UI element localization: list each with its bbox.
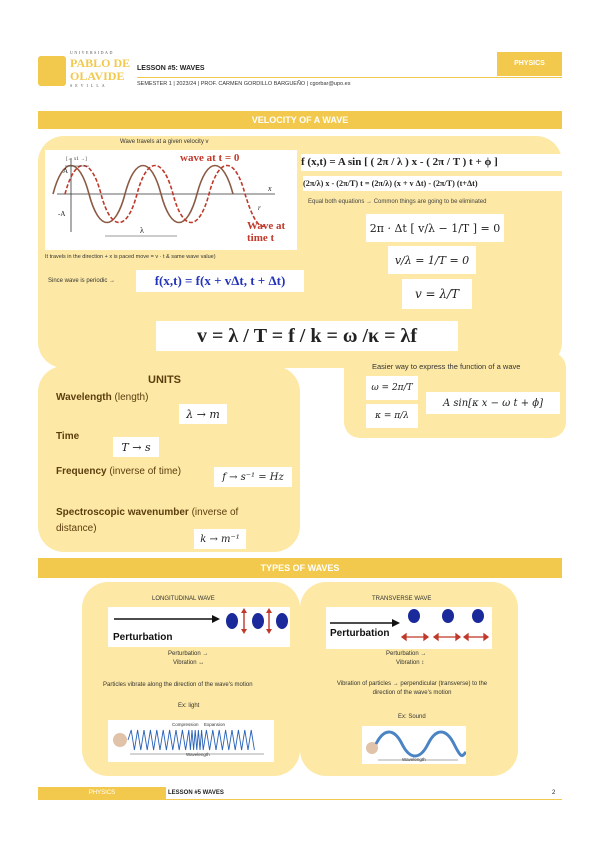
omega-formula	[366, 376, 418, 400]
header-meta: SEMESTER 1 | 2023/24 | PROF. CARMEN GORDILLO BARGUEÑO | cgorbar@upo.es	[137, 81, 351, 87]
unit-frequency	[56, 466, 181, 477]
easier-title: Easier way to express the function of a wave	[372, 362, 521, 371]
axis-r-label: r	[258, 204, 261, 212]
graph-caption: Wave travels at a given velocity v	[120, 139, 209, 145]
compression-label: Compression	[172, 722, 199, 727]
equation-expanded: (2π/λ) x - (2π/T) t = (2π/λ) (x + v Δt) - (2π/T) (t+Δt)	[303, 176, 563, 191]
unit-wavenumber-formula	[194, 529, 246, 549]
wave-function-formula-text: A sin[κ x − ω t + ϕ]	[443, 397, 543, 409]
unit-wavenumber-formula-text: k → m⁻¹	[200, 533, 240, 545]
wave-t-curve	[65, 166, 265, 227]
rope-wave	[376, 732, 466, 756]
footer-lesson: LESSON #5 WAVES	[168, 790, 224, 796]
equation-box-3-text: v = λ/T	[414, 287, 460, 301]
transverse-legend-2: Vibration ↕	[396, 660, 425, 666]
unit-frequency-desc: (inverse of time)	[106, 466, 182, 477]
transverse-legend-1: Perturbation →	[386, 651, 427, 657]
longitudinal-particle-1	[226, 613, 238, 629]
unit-wavelength-name: Wavelength	[56, 392, 112, 403]
units-title: UNITS	[148, 374, 181, 386]
equation-main: f (x,t) = A sin [ ( 2π / λ ) x - ( 2π / T ) t + ϕ ]	[301, 154, 563, 171]
equation-box-3	[402, 279, 472, 309]
direction-note: It travels in the direction + x is paced move = v · t & same wave value)	[45, 254, 216, 260]
longitudinal-particle-3	[276, 613, 288, 629]
transverse-example: Ex: Sound	[398, 714, 426, 720]
equal-note: Equal both equations → Common things are going to be eliminated	[308, 199, 487, 205]
wave-t0-label: wave at t = 0	[180, 152, 240, 164]
transverse-particle-2	[442, 609, 454, 623]
transverse-particle-1	[408, 609, 420, 623]
wave-function-formula	[426, 392, 560, 414]
periodic-note: Since wave is periodic →	[48, 278, 116, 284]
unit-wavenumber-name: Spectroscopic wavenumber	[56, 507, 189, 518]
transverse-perturbation-label: Perturbation	[330, 628, 390, 639]
longitudinal-particle-2	[252, 613, 264, 629]
header-divider	[137, 77, 562, 78]
equation-box-2-text: v/λ = 1/T = 0	[394, 253, 470, 267]
axis-top-label: [← x1 →]	[66, 157, 87, 162]
periodic-equation: f(x,t) = f(x + vΔt, t + Δt)	[136, 270, 304, 292]
logo-text-bottom: SEVILLA	[70, 83, 108, 88]
unit-time-name: Time	[56, 431, 80, 442]
axis-a-label: A	[63, 167, 69, 175]
equation-box-1	[366, 214, 504, 242]
longitudinal-title: LONGITUDINAL WAVE	[152, 596, 215, 602]
kappa-formula	[366, 404, 418, 428]
logo-emblem	[38, 56, 66, 86]
transverse-particle-3	[472, 609, 484, 623]
footer-divider	[166, 799, 562, 800]
longitudinal-example: Ex: light	[178, 703, 200, 709]
axis-neg-a-label: -A	[58, 210, 66, 218]
logo	[38, 50, 138, 92]
unit-wavelength-formula-text: λ → m	[186, 407, 220, 421]
big-equation: v = λ / T = f / k = ω /κ = λf	[156, 321, 458, 351]
unit-time	[56, 431, 79, 442]
unit-frequency-name: Frequency	[56, 466, 107, 477]
axis-x-label: x	[268, 184, 272, 193]
unit-wavelength-desc: (length)	[111, 392, 149, 403]
transverse-desc: Vibration of particles → perpendicular (transverse) to the direction of the wave's motion	[336, 681, 488, 696]
spring-coil	[128, 730, 254, 750]
unit-time-formula	[113, 437, 159, 457]
wave-t-label: Wave at time t	[247, 220, 286, 244]
axis-lambda-label: λ	[140, 226, 144, 235]
unit-frequency-formula	[214, 467, 292, 487]
types-section-bar: TYPES OF WAVES	[38, 558, 562, 578]
transverse-wavelength-label: Wavelength	[402, 757, 426, 762]
page-number: 2	[552, 790, 556, 796]
velocity-section-bar: VELOCITY OF A WAVE	[38, 111, 562, 129]
equation-box-1-text: 2π · Δt [ v/λ − 1/T ] = 0	[369, 221, 501, 235]
omega-formula-text: ω = 2π/T	[371, 383, 413, 393]
longitudinal-legend-2: Vibration ↔	[173, 660, 205, 666]
unit-time-formula-text: T → s	[121, 440, 151, 454]
expansion-label: Expansion	[204, 722, 226, 727]
longitudinal-wavelength-label: Wavelength	[186, 752, 210, 757]
unit-wavelength	[56, 392, 148, 403]
logo-text-top: UNIVERSIDAD	[70, 50, 114, 55]
footer-tab: PHYSICS	[38, 787, 166, 800]
header-tab: PHYSICS	[497, 52, 562, 76]
unit-frequency-formula-text: f → s⁻¹ = Hz	[222, 471, 284, 483]
logo-text-olavide: OLAVIDE	[70, 69, 125, 83]
equation-box-2	[388, 246, 476, 274]
header-lesson: LESSON #5: WAVES	[137, 65, 205, 72]
longitudinal-legend-1: Perturbation →	[168, 651, 209, 657]
unit-wavenumber-desc: (inverse of distance)	[56, 507, 239, 534]
longitudinal-perturbation-label: Perturbation	[113, 632, 173, 643]
unit-wavelength-formula	[179, 404, 227, 424]
logo-text-pablo: PABLO DE	[70, 56, 131, 70]
kappa-formula-text: κ = π/λ	[375, 411, 409, 421]
transverse-title: TRANSVERSE WAVE	[372, 596, 432, 602]
longitudinal-desc: Particles vibrate along the direction of the wave's motion	[103, 682, 253, 688]
